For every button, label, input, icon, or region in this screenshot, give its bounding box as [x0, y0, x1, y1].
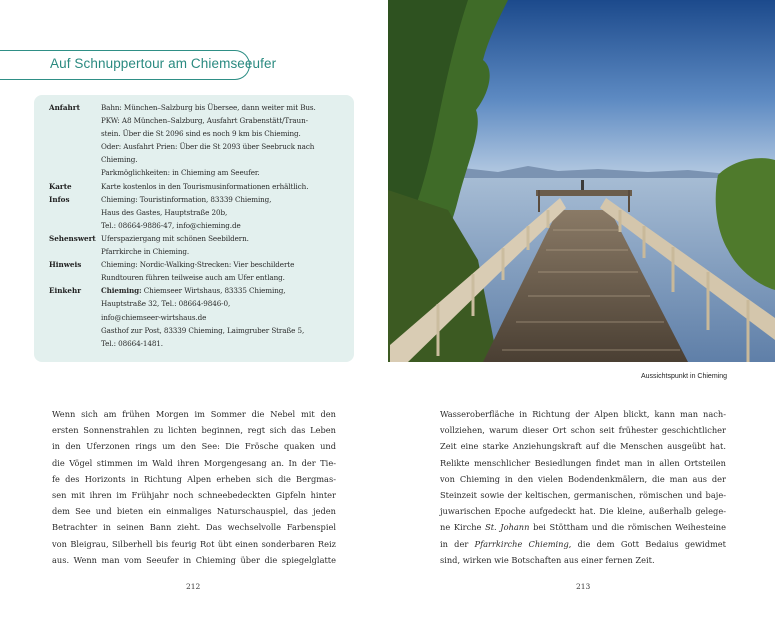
lake-jetty-photo [388, 0, 775, 362]
text-span: in der [440, 538, 475, 549]
text-line: von Bleigrau, Silberhell bis feurig Rot übt einen sonderbaren Reiz [52, 538, 336, 549]
section-title-tab [0, 50, 277, 80]
italic-place-name: St. Johann [485, 522, 530, 533]
info-box [34, 95, 354, 362]
text-line: dem See und bieten ein einmaliges Naturschauspiel, das jeden [52, 506, 336, 517]
info-line: PKW: A8 München–Salzburg, Ausfahrt Grabenstätt/Traun- [101, 116, 308, 126]
info-line: Chieming: Nordic-Walking-Strecken: Vier beschilderte [101, 260, 295, 270]
right-page [388, 0, 775, 617]
info-line: info@chiemseer-wirtshaus.de [101, 312, 207, 322]
section-title: Auf Schnuppertour am Chiemseeufer [50, 56, 277, 71]
info-value [101, 284, 346, 349]
info-line: stein. Über die St 2096 sind es noch 9 km bis Chieming. [101, 129, 301, 139]
text-line: vollziehen, warum dieser Ort schon seit frühester geschichtlicher [440, 425, 726, 436]
info-value [101, 232, 346, 258]
text-line: Steinzeit sowie der keltischen, germanischen, römischen und baje- [440, 490, 726, 501]
text-line [440, 536, 726, 552]
info-value [101, 258, 346, 284]
text-span: ne Kirche [440, 522, 486, 533]
info-line: Rundtouren führen teilweise auch am Ufer entlang. [101, 273, 285, 283]
info-label: Karte [49, 181, 72, 191]
text-span: bei Stöttham und die römischen Weihesteine [529, 522, 726, 533]
text-span: , die dem Gott Bedaius gewidmet [568, 538, 726, 549]
page-number: 212 [186, 582, 201, 591]
info-value [101, 180, 346, 193]
text-line: Wenn sich am frühen Morgen im Sommer die Nebel mit den [52, 409, 336, 419]
info-row-anfahrt [49, 101, 346, 180]
text-line: ersten Sonnenstrahlen zu lichten beginnen, regt sich das Leben [52, 425, 336, 436]
info-row-karte [49, 180, 346, 193]
place-name-bold: Chieming: [101, 286, 142, 296]
text-line: Wasseroberfläche in Richtung der Alpen blickt, kann man nach- [440, 409, 726, 419]
info-line: Karte kostenlos in den Tourismusinformationen erhältlich. [101, 181, 309, 191]
info-line: Haus des Gastes, Hauptstraße 20b, [101, 207, 228, 217]
info-line: Pfarrkirche in Chieming. [101, 247, 190, 257]
body-text-right [440, 406, 726, 568]
info-row-hinweis [49, 258, 346, 284]
page-number: 213 [576, 582, 591, 591]
info-line-rest: Chiemseer Wirtshaus, 83335 Chieming, [141, 286, 286, 296]
info-row-sehenswert [49, 232, 346, 258]
info-value [101, 193, 346, 232]
photo-caption: Aussichtspunkt in Chieming [641, 373, 727, 380]
info-row-infos [49, 193, 346, 232]
info-row-einkehr [49, 284, 346, 349]
info-value [101, 101, 346, 180]
info-label: Sehenswert [49, 233, 96, 243]
text-line: sen mit ihren im Frühjahr noch schneebedeckten Gipfeln hinter [52, 490, 336, 501]
info-label: Einkehr [49, 286, 81, 296]
info-line: Uferspaziergang mit schönen Seebildern. [101, 233, 249, 243]
text-line [440, 519, 726, 535]
info-line: Tel.: 08664-1481. [101, 338, 163, 348]
text-line: von Chieming in den vielen Bodendenkmälern, die man aus der [440, 473, 726, 484]
body-text-left [52, 406, 336, 568]
info-line: Tel.: 08664-9886-47, info@chieming.de [101, 220, 241, 230]
info-label: Hinweis [49, 260, 82, 270]
info-line [101, 284, 346, 297]
info-line: Bahn: München–Salzburg bis Übersee, dann weiter mit Bus. [101, 103, 316, 112]
info-line: Chieming. [101, 155, 138, 165]
text-line: aus. Wenn man vom Seeufer in Chieming über die spiegelglatte [52, 554, 336, 565]
info-line: Chieming: Touristinformation, 83339 Chieming, [101, 194, 272, 204]
text-line: die Vögel stimmen im Wald ihren Morgengesang an. In der Tie- [52, 457, 336, 468]
info-label: Anfahrt [49, 103, 80, 112]
info-line: Hauptstraße 32, Tel.: 08664-9846-0, [101, 299, 231, 309]
text-line: Zeit eine starke Anziehungskraft auf die Menschen ausgeübt hat. [440, 441, 726, 452]
info-label: Infos [49, 194, 70, 204]
info-line: Oder: Ausfahrt Prien: Über die St 2093 über Seebruck nach [101, 142, 315, 152]
info-line: Parkmöglichkeiten: in Chieming am Seeufer. [101, 168, 260, 178]
text-line: juwarischen Epoche aufgedeckt hat. Die kleine, außerhalb gelege- [440, 506, 726, 517]
text-line: in den Uferzonen rings um den See: Die Frösche quaken und [52, 441, 336, 452]
text-line: fe des Horizonts in Richtung Alpen erheben sich die Bergmas- [52, 473, 336, 484]
italic-place-name: Pfarrkirche Chieming [474, 538, 569, 549]
text-line: Relikte menschlicher Besiedlungen findet man in allen Ortsteilen [440, 457, 726, 468]
text-line: Betrachter in seinen Bann zieht. Das wechselvolle Farbenspiel [52, 522, 336, 533]
info-line: Gasthof zur Post, 83339 Chieming, Laimgruber Straße 5, [101, 325, 305, 335]
text-line: sind, wirken wie Botschaften aus einer fernen Zeit. [440, 554, 655, 565]
